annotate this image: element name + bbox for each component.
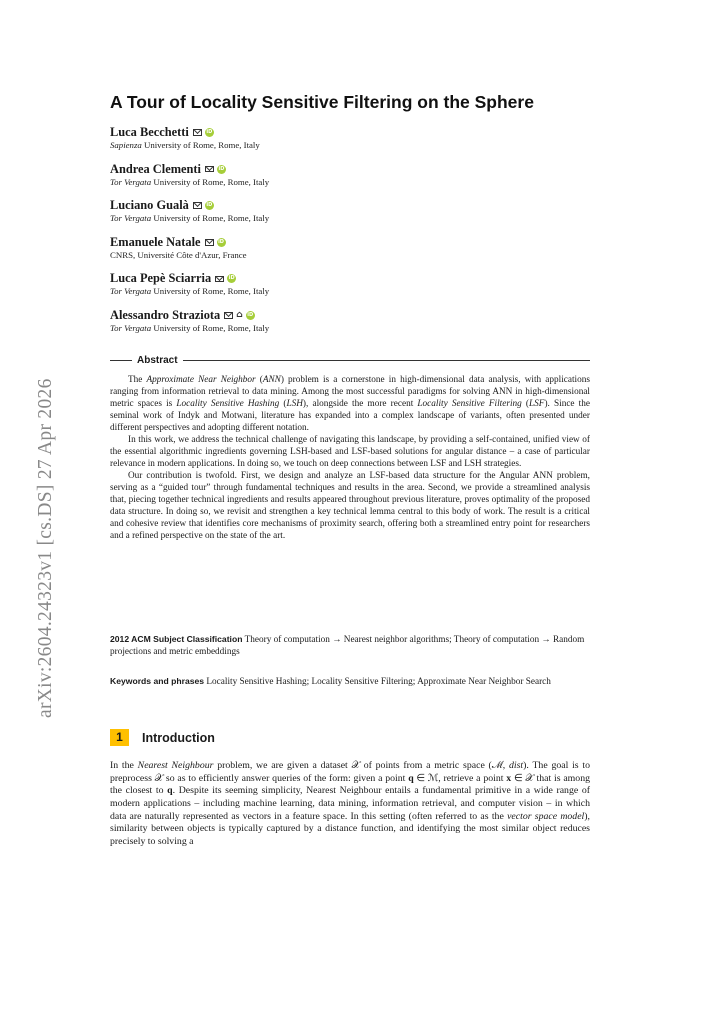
mail-icon[interactable] [205,239,214,246]
author-name-row [110,308,600,323]
author-name-row [110,235,600,250]
author-name: Andrea Clementi [110,161,201,176]
author-entry [110,308,600,345]
acm-text: Theory of computation → Nearest neighbor algorithms; Theory of computation → Random projections and metric embeddings [110,635,585,657]
abstract-paragraph: In this work, we address the technical challenge of navigating this landscape, by providing a self-contained, unified view of the essential algorithmic ingredients governing LSH-based and LSF-based solutions for angular distance – a case of particular relevance in modern applications. In doing so, we touch on deep connections between LSF and LSH strategies. [110,435,590,469]
author-entry [110,235,600,272]
author-name: Luciano Gualà [110,198,189,213]
orcid-icon[interactable]: iD [218,238,224,245]
affiliation-italic: Sapienza [110,140,142,150]
acm-label: 2012 ACM Subject Classification [110,634,243,644]
affiliation-italic: Tor Vergata [110,286,152,297]
affiliation-text: University of Rome, Rome, Italy [141,140,260,150]
home-icon[interactable]: ⌂ [236,309,243,320]
affiliation-italic: Tor Vergata [110,176,152,187]
author-name: Luca Becchetti [110,125,189,139]
mail-icon[interactable] [215,276,224,283]
section-heading [110,729,215,746]
author-affiliation [110,250,600,261]
arxiv-stamp: arXiv:2604.24323v1 [cs.DS] 27 Apr 2026 [35,378,56,718]
affiliation-text: University of Rome, Rome, Italy [151,286,270,297]
abstract-rule-right [183,360,590,361]
affiliation-text: University of Rome, Rome, Italy [151,176,270,187]
author-name: Alessandro Straziota [110,307,221,322]
abstract-label: Abstract [137,355,178,366]
author-affiliation [110,286,600,297]
author-name-row [110,125,600,140]
orcid-icon[interactable]: iD [218,165,225,172]
abstract-body [110,374,590,542]
author-name-row [110,271,600,286]
acm-classification [110,633,590,658]
affiliation-italic: Tor Vergata [110,322,152,333]
section-number: 1 [110,729,129,746]
author-entry [110,198,600,235]
author-name: Luca Pepè Sciarria [110,271,212,286]
orcid-icon[interactable]: iD [206,202,213,209]
mail-icon[interactable] [224,312,233,319]
author-affiliation [110,323,600,334]
intro-paragraph: In the Nearest Neighbour problem, we are given a dataset 𝒳 of points from a metric space (ℳ, dist). The goal is to preprocess 𝒳 so as to efficiently answer queries of the form: given a point q ∈ ℳ, retrieve a point x ∈ 𝒳 that is among the closest to q. Despite its seeming simplicity, Nearest Neighbour entails a fundamental primitive in a wide range of modern applications – including machine learning, data mining, information retrieval, and computer vision – in which data are naturally represented as vectors in a feature space. In this setting (often referred to as the vector space model), similarity between objects is typically captured by a distance function, and identifying the most similar object reduces precisely to solving a [110,760,590,847]
keywords-text: Locality Sensitive Hashing; Locality Sensitive Filtering; Approximate Near Neighbor Search [206,677,551,687]
author-name-row [110,162,600,177]
section-title: Introduction [142,730,215,745]
author-affiliation [110,177,600,188]
affiliation-text: University of Rome, Rome, Italy [151,322,270,333]
orcid-icon[interactable]: iD [206,129,213,135]
author-affiliation [110,213,600,224]
author-entry [110,271,600,308]
keywords-label: Keywords and phrases [110,676,205,686]
affiliation-text: University of Rome, Rome, Italy [151,213,270,224]
affiliation-text: CNRS, Université Côte d'Azur, France [110,249,247,260]
abstract-paragraph: The Approximate Near Neighbor (ANN) problem is a cornerstone in high-dimensional data analysis, with applications ranging from information retrieval to data mining. Among the most successful paradigms for solving ANN in high-dimensional metric spaces is Locality Sensitive Hashing (LSH), alongside the more recent Locality Sensitive Filtering (LSF). Since the seminal work of Indyk and Motwani, literature has expanded into a complex landscape of variants, often presented under different perspectives and adopting different notation. [110,375,590,433]
author-list [110,125,600,345]
affiliation-italic: Tor Vergata [110,213,152,224]
mail-icon[interactable] [193,202,202,209]
author-affiliation [110,140,600,151]
paper-title: A Tour of Locality Sensitive Filtering on the Sphere [110,92,534,112]
author-name: Emanuele Natale [110,234,201,249]
abstract-paragraph: Our contribution is twofold. First, we design and analyze an LSF-based data structure for the Angular ANN problem, serving as a “guided tour” through fundamental techniques and results in the area. Second, we provide a streamlined analysis that, piecing together technical ingredients and results appeared throughout previous literature, proves optimality of the proposed data structure. In doing so, we revisit and strengthen a key technical lemma central to this body of work. The result is a critical and cohesive review that identifies core mechanisms of proximity search, offering both a streamlined entry point for researchers and a refined perspective on the state of the art. [110,471,590,541]
mail-icon[interactable] [193,129,202,136]
abstract-rule-left [110,360,132,361]
abstract-heading [110,355,590,366]
author-entry [110,162,600,199]
mail-icon[interactable] [205,166,214,173]
orcid-icon[interactable]: iD [247,311,254,318]
keywords [110,675,590,688]
author-entry [110,125,600,162]
author-name-row [110,198,600,213]
orcid-icon[interactable]: iD [228,275,235,282]
